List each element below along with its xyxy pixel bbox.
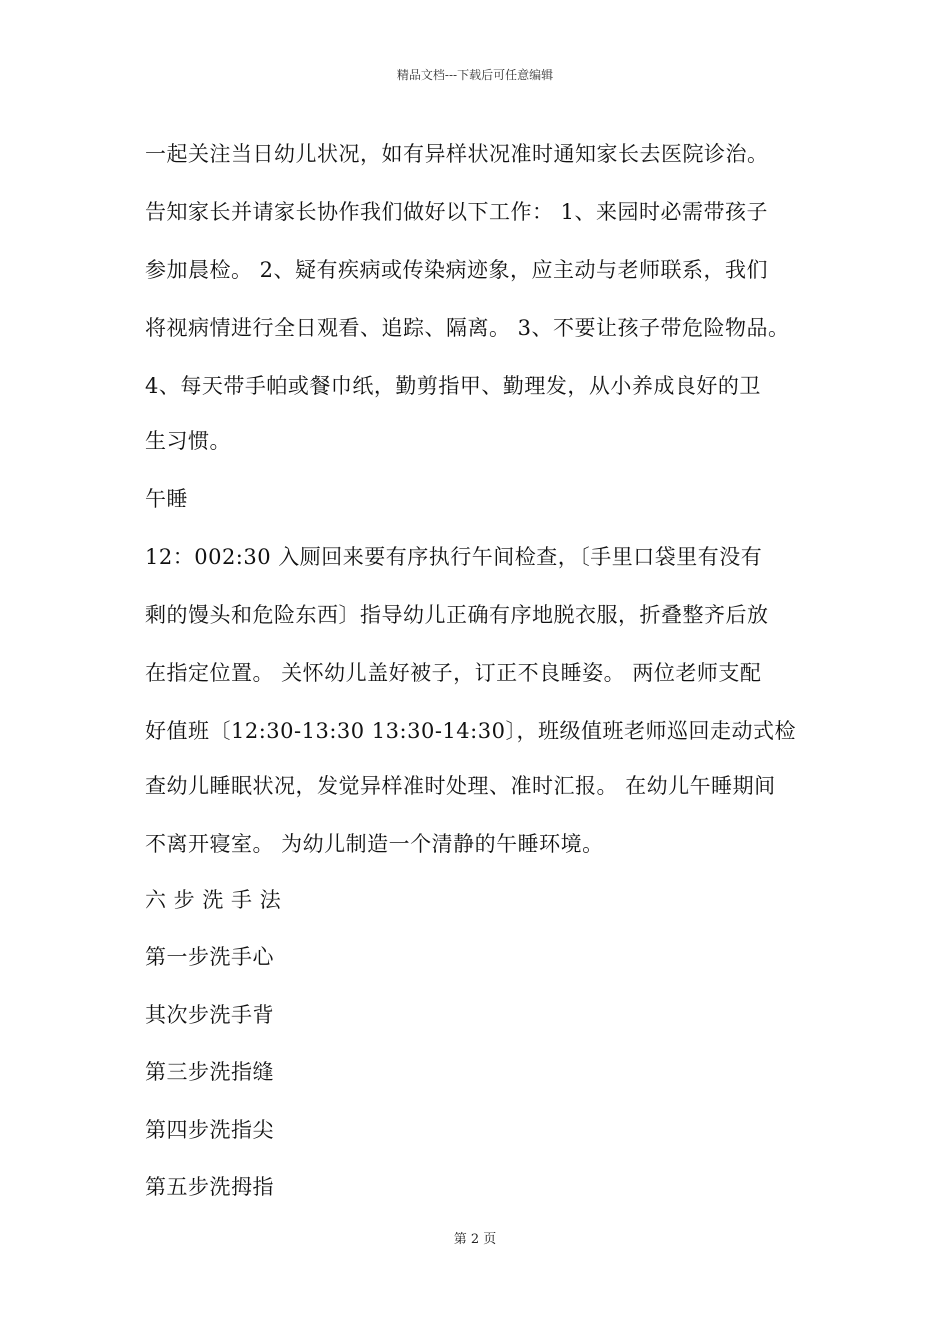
- body-line: 12：002:30 入厕回来要有序执行午间检查，〔手里口袋里有没有: [145, 545, 763, 569]
- body-line: 不离开寝室。 为幼儿制造一个清静的午睡环境。: [145, 832, 604, 856]
- list-item: 第一步洗手心: [145, 945, 274, 969]
- body-line: 将视病情进行全日观看、追踪、隔离。 3、不要让孩子带危险物品。: [145, 316, 790, 340]
- body-line: 一起关注当日幼儿状况，如有异样状况准时通知家长去医院诊治。: [145, 142, 769, 166]
- page-header: 精品文档---下载后可任意编辑: [396, 68, 554, 82]
- list-item: 第五步洗拇指: [145, 1175, 274, 1199]
- body-line: 查幼儿睡眠状况，发觉异样准时处理、准时汇报。 在幼儿午睡期间: [145, 774, 776, 798]
- list-item: 其次步洗手背: [145, 1003, 274, 1027]
- list-item: 第四步洗指尖: [145, 1118, 274, 1142]
- body-line: 4、每天带手帕或餐巾纸，勤剪指甲、勤理发，从小养成良好的卫: [145, 374, 761, 398]
- body-line: 剩的馒头和危险东西〕指导幼儿正确有序地脱衣服，折叠整齐后放: [145, 603, 769, 627]
- body-line: 好值班〔12:30-13:30 13:30-14:30〕，班级值班老师巡回走动式检: [145, 719, 796, 743]
- section-heading-handwashing: 六 步 洗 手 法: [145, 888, 282, 912]
- list-item: 第三步洗指缝: [145, 1060, 274, 1084]
- body-line: 告知家长并请家长协作我们做好以下工作： 1、来园时必需带孩子: [145, 200, 769, 224]
- body-line: 在指定位置。 关怀幼儿盖好被子，订正不良睡姿。 两位老师支配: [145, 661, 762, 685]
- section-heading-nap: 午睡: [145, 487, 188, 511]
- body-line: 生习惯。: [145, 429, 231, 453]
- page-number: 第 2 页: [453, 1232, 497, 1247]
- body-line: 参加晨检。 2、疑有疾病或传染病迹象，应主动与老师联系，我们: [145, 258, 769, 282]
